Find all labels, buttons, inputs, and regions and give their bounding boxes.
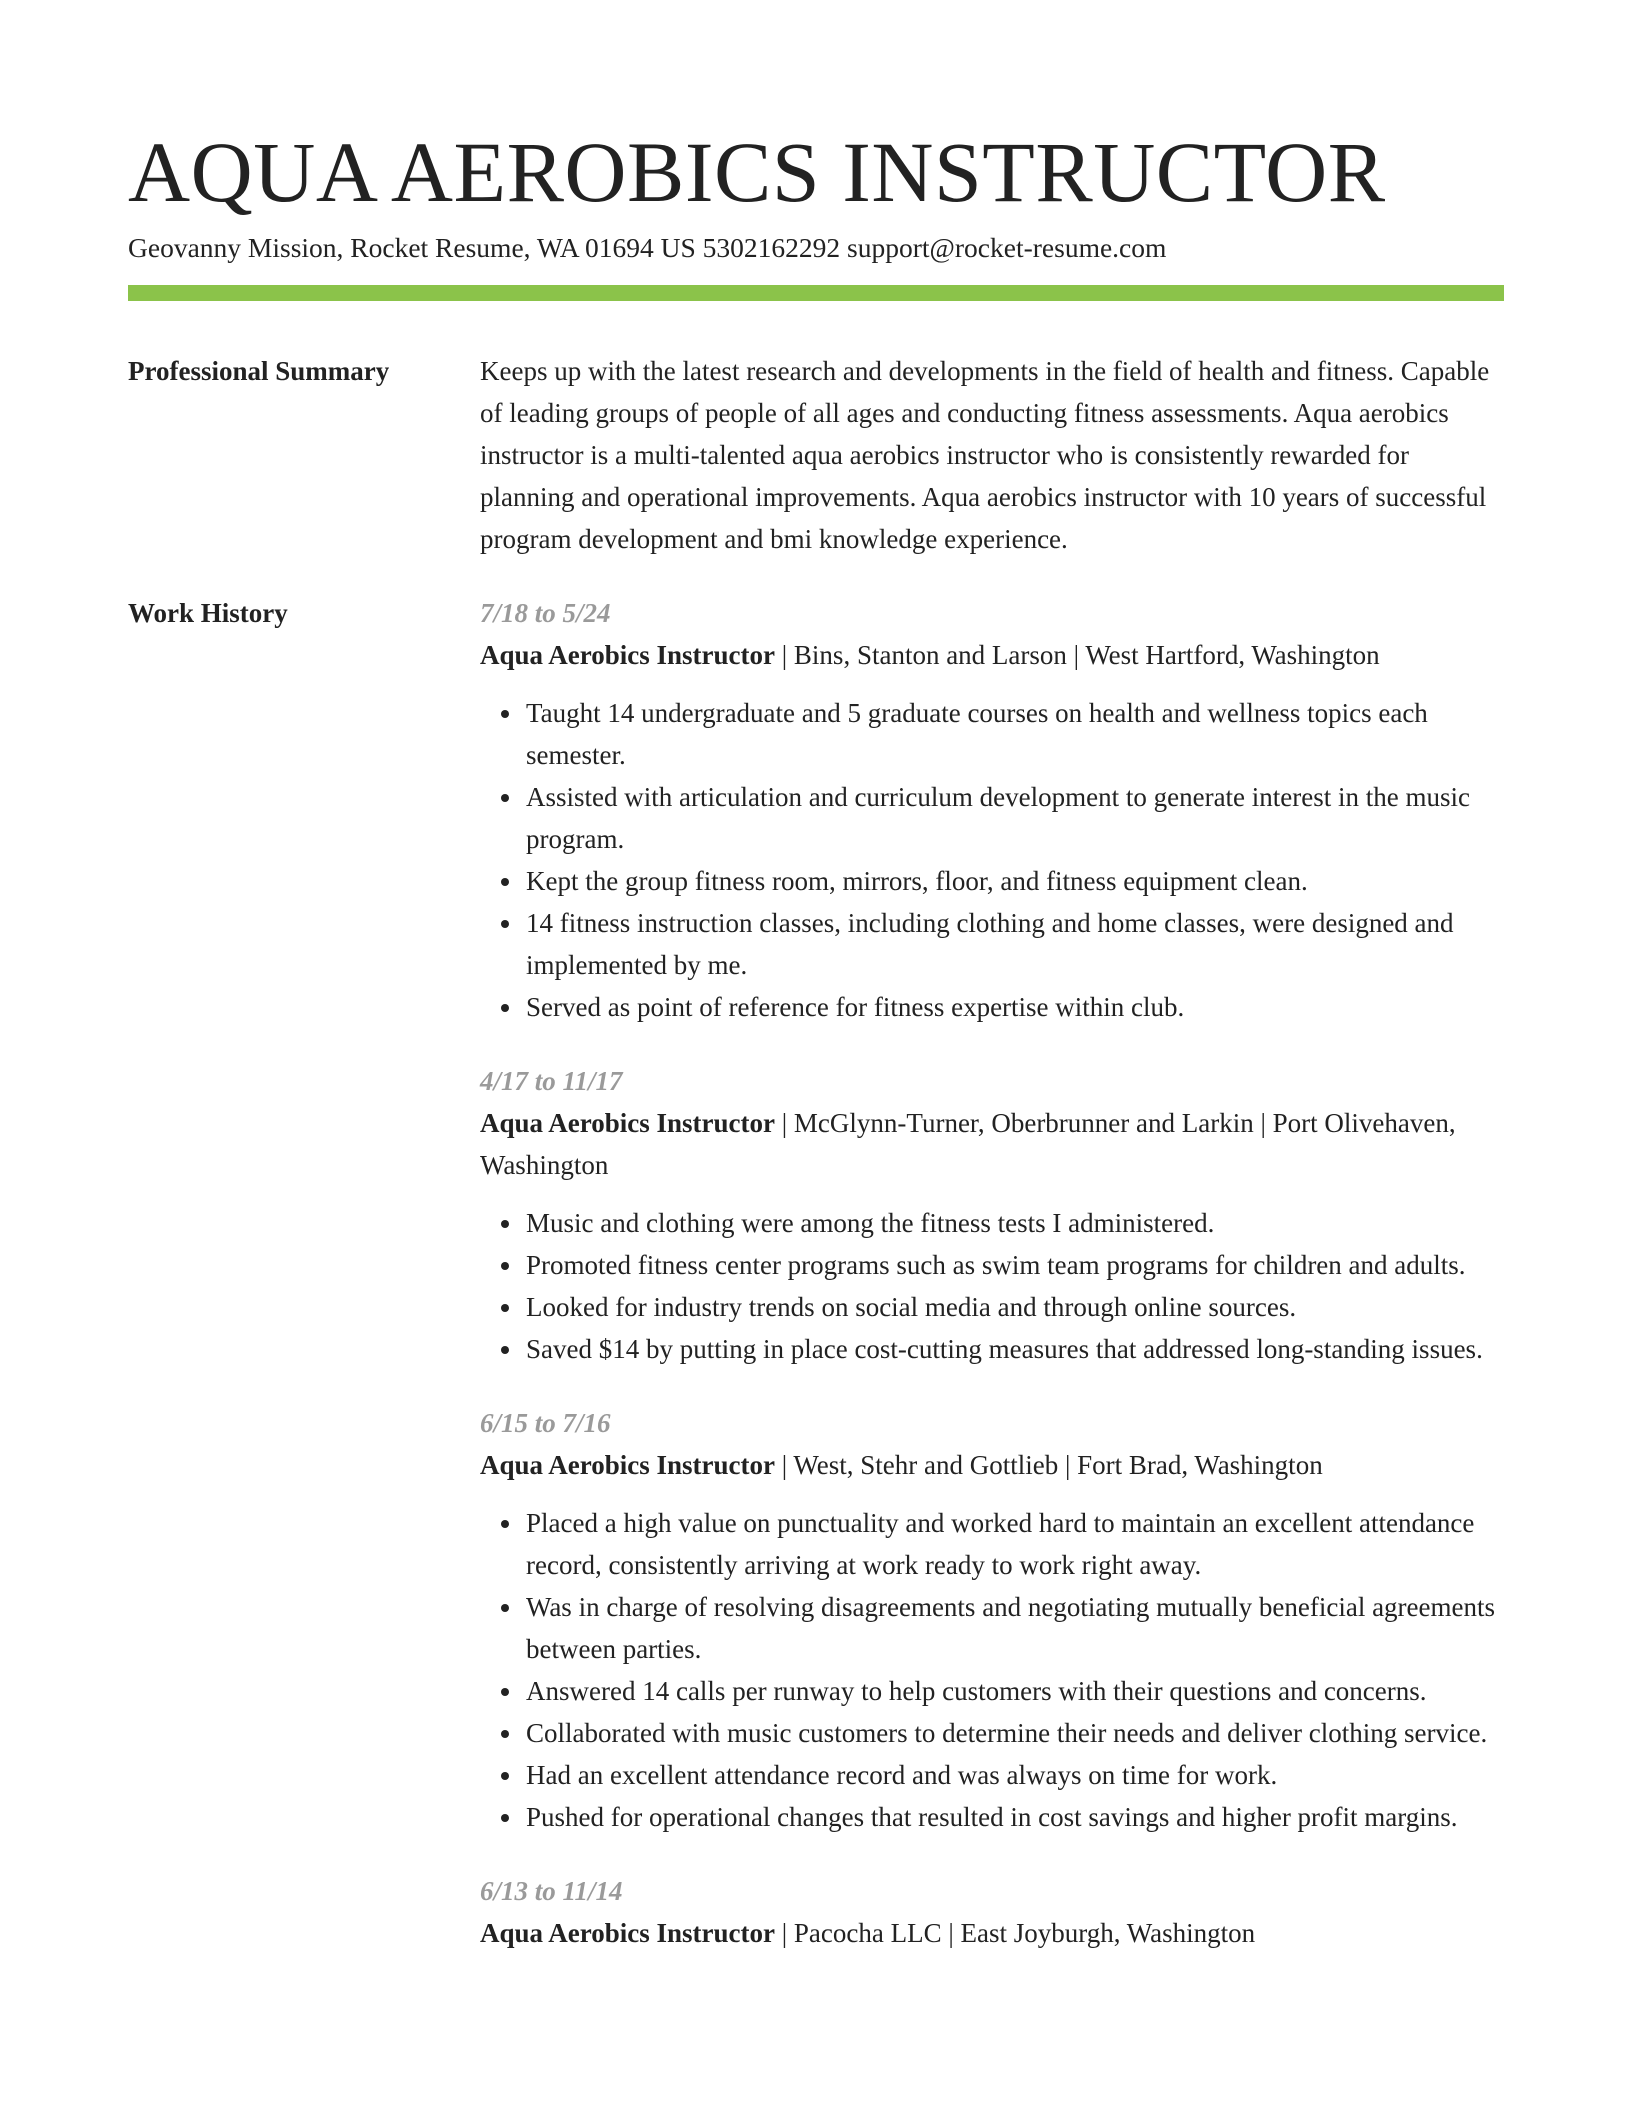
job-employer-location: | West, Stehr and Gottlieb | Fort Brad, Washington — [775, 1450, 1323, 1480]
job-heading — [480, 1102, 1510, 1186]
job-bullet: • Promoted fitness center programs such as swim team programs for children and adults. — [524, 1244, 1510, 1286]
job-bullet-list — [480, 692, 1510, 1028]
job-heading — [480, 1444, 1510, 1486]
job-bullet: • Assisted with articulation and curriculum development to generate interest in the music program. — [524, 776, 1510, 860]
job-bullet: • Saved $14 by putting in place cost-cutting measures that addressed long-standing issues. — [524, 1328, 1510, 1370]
job-bullet: • Served as point of reference for fitness expertise within club. — [524, 986, 1510, 1028]
job-bullet: • Collaborated with music customers to determine their needs and deliver clothing service. — [524, 1712, 1510, 1754]
job-bullet: • 14 fitness instruction classes, including clothing and home classes, were designed and implemented by me. — [524, 902, 1510, 986]
section-label-work-history: Work History — [128, 598, 288, 628]
job-title: Aqua Aerobics Instructor — [480, 1450, 776, 1480]
work-history-section — [480, 592, 1510, 1986]
section-label-professional-summary: Professional Summary — [128, 356, 390, 386]
job-entry — [480, 1870, 1510, 1954]
job-dates: 6/15 to 7/16 — [480, 1408, 611, 1438]
job-bullet: • Pushed for operational changes that resulted in cost savings and higher profit margins. — [524, 1796, 1510, 1838]
job-title: Aqua Aerobics Instructor — [480, 1918, 776, 1948]
job-title: Aqua Aerobics Instructor — [480, 640, 776, 670]
job-dates: 4/17 to 11/17 — [480, 1066, 623, 1096]
job-entry — [480, 1402, 1510, 1838]
job-entry — [480, 592, 1510, 1028]
job-heading — [480, 634, 1510, 676]
summary-section — [480, 350, 1510, 560]
job-employer-location: | Bins, Stanton and Larson | West Hartford, Washington — [775, 640, 1380, 670]
job-bullet: • Was in charge of resolving disagreements and negotiating mutually beneficial agreements between parties. — [524, 1586, 1510, 1670]
job-bullet: • Kept the group fitness room, mirrors, floor, and fitness equipment clean. — [524, 860, 1510, 902]
job-bullet: • Placed a high value on punctuality and worked hard to maintain an excellent attendance record, consistently arriving at work ready to work right away. — [524, 1502, 1510, 1586]
job-bullet: • Had an excellent attendance record and was always on time for work. — [524, 1754, 1510, 1796]
accent-divider — [128, 285, 1504, 301]
job-entry — [480, 1060, 1510, 1370]
job-dates: 7/18 to 5/24 — [480, 598, 611, 628]
summary-text: Keeps up with the latest research and developments in the field of health and fitness. Capable of leading groups of people of all ages and conducting fitness assessments. Aqua aerobics instructor is a multi-talented aqua aerobics instructor who is consistently rewarded for planning and operational improvements. Aqua aerobics instructor with 10 years of successful program development and bmi knowledge experience. — [480, 356, 1490, 554]
job-bullet-list — [480, 1502, 1510, 1838]
job-dates: 6/13 to 11/14 — [480, 1876, 623, 1906]
contact-line: Geovanny Mission, Rocket Resume, WA 01694 US 5302162292 support@rocket-resume.com — [128, 232, 1167, 263]
job-bullet: • Looked for industry trends on social media and through online sources. — [524, 1286, 1510, 1328]
job-bullet-list — [480, 1202, 1510, 1370]
job-bullet: • Taught 14 undergraduate and 5 graduate courses on health and wellness topics each semester. — [524, 692, 1510, 776]
job-heading — [480, 1912, 1510, 1954]
job-title: Aqua Aerobics Instructor — [480, 1108, 776, 1138]
job-bullet: • Answered 14 calls per runway to help customers with their questions and concerns. — [524, 1670, 1510, 1712]
job-employer-location: | Pacocha LLC | East Joyburgh, Washington — [775, 1918, 1256, 1948]
job-bullet: • Music and clothing were among the fitness tests I administered. — [524, 1202, 1510, 1244]
resume-title: AQUA AEROBICS INSTRUCTOR — [128, 124, 1386, 220]
job-employer-location: | McGlynn-Turner, Oberbrunner and Larkin | Port Olivehaven, Washington — [480, 1108, 1456, 1180]
